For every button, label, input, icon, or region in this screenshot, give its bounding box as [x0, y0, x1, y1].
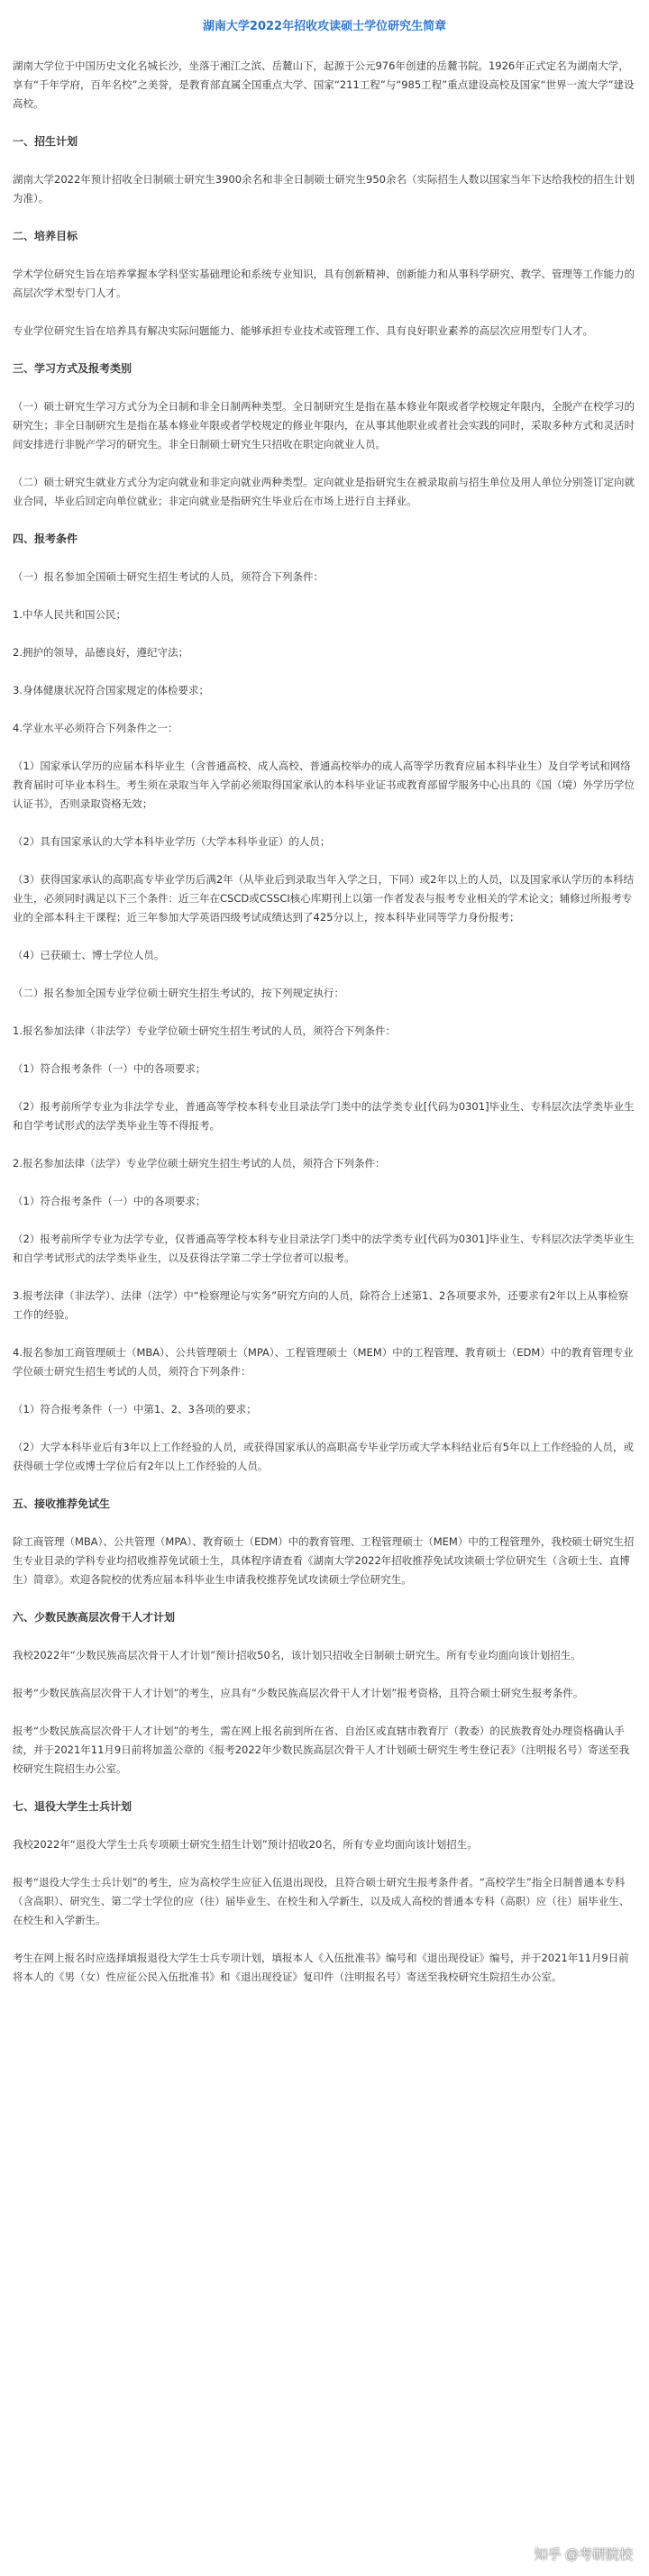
paragraph: （2）具有国家承认的大学本科毕业学历（大学本科毕业证）的人员；: [13, 835, 331, 848]
paragraph: 报考“少数民族高层次骨干人才计划”的考生，应具有“少数民族高层次骨干人才计划”报考资格，且符合硕士研究生报考条件。: [13, 1687, 584, 1699]
paragraph: 学术学位研究生旨在培养掌握本学科坚实基础理论和系统专业知识，具有创新精神、创新能力和从事科学研究、教学、管理等工作能力的高层次学术型专门人才。: [13, 268, 635, 299]
paragraph: 考生在网上报名时应选择填报退役大学生士兵专项计划，填报本人《入伍批准书》编号和《退出现役证》编号，并于2021年11月9日前将本人的《男（女）性应征公民入伍批准书》和《退出现役证》复印件（注明报名号）寄送至我校研究生院招生办公室。: [13, 1952, 629, 1983]
paragraph: 3.身体健康状况符合国家规定的体检要求；: [13, 684, 209, 696]
paragraph: 我校2022年“退役大学生士兵专项硕士研究生招生计划”预计招收20名，所有专业均面向该计划招生。: [13, 1838, 478, 1851]
paragraph: （1）符合报考条件（一）中的各项要求；: [13, 1195, 206, 1207]
paragraph: 1.中华人民共和国公民；: [13, 608, 126, 621]
paragraph: 专业学位研究生旨在培养具有解决实际问题能力、能够承担专业技术或管理工作、具有良好职业素养的高层次应用型专门人才。: [13, 324, 593, 337]
document-body: [13, 57, 636, 1987]
section-heading: 六、少数民族高层次骨干人才计划: [13, 1611, 176, 1624]
paragraph: （4）已获硕士、博士学位人员。: [13, 949, 165, 961]
paragraph: （1）国家承认学历的应届本科毕业生（含普通高校、成人高校、普通高校举办的成人高等学历教育应届本科毕业生）及自学考试和网络教育届时可毕业本科生。考生须在录取当年入学前必须取得国家承认的本科毕业证书或教育部留学服务中心出具的《国（境）外学历学位认证书》，否则录取资格无效；: [13, 760, 635, 810]
paragraph: （3）获得国家承认的高职高专毕业学历后满2年（从毕业后到录取当年入学之日，下同）或2年以上的人员，以及国家承认学历的本科结业生，必须同时满足以下三个条件：近三年在CSCD或CSSCI核心库期刊上以第一作者发表与报考专业相关的学术论文；辅修过所报考专业的全部本科主干课程；近三年参加大学英语四级考试成绩达到了425分以上，按本科毕业同等学力身份报考；: [13, 873, 634, 924]
paragraph: （一）硕士研究生学习方式分为全日制和非全日制两种类型。全日制研究生是指在基本修业年限或者学校规定年限内，全脱产在校学习的研究生；非全日制研究生是指在基本修业年限或者学校规定的修业年限内，在从事其他职业或者社会实践的同时，采取多种方式和灵活时间安排进行非脱产学习的研究生。非全日制硕士研究生只招收在职定向就业人员。: [13, 400, 635, 451]
paragraph: （2）报考前所学专业为非法学专业，普通高等学校本科专业目录法学门类中的法学类专业[代码为0301]毕业生、专科层次法学类毕业生和自学考试形式的法学类毕业生等不得报考。: [13, 1100, 635, 1132]
paragraph: 报考“少数民族高层次骨干人才计划”的考生，需在网上报名前到所在省、自治区或直辖市教育厅（教委）的民族教育处办理资格确认手续，并于2021年11月9日前将加盖公章的《报考2022年少数民族高层次骨干人才计划硕士研究生考生登记表》（注明报名号）寄送至我校研究生院招生办公室。: [13, 1725, 630, 1775]
paragraph: （一）报名参加全国硕士研究生招生考试的人员，须符合下列条件：: [13, 570, 324, 583]
watermark: 知乎 @考研院校: [534, 2547, 633, 2562]
paragraph: （2）大学本科毕业后有3年以上工作经验的人员，或获得国家承认的高职高专毕业学历或大学本科结业后有5年以上工作经验的人员，或获得硕士学位或博士学位后有2年以上工作经验的人员。: [13, 1441, 634, 1472]
paragraph: 4.学业水平必须符合下列条件之一：: [13, 722, 178, 734]
section-heading: 二、培养目标: [13, 230, 78, 242]
paragraph: 湖南大学位于中国历史文化名城长沙，坐落于湘江之滨、岳麓山下，起源于公元976年创建的岳麓书院。1926年正式定名为湖南大学，享有“千年学府，百年名校”之美誉，是教育部直属全国重点大学、国家“211工程”与“985工程”重点建设高校及国家“世界一流大学”建设高校。: [13, 59, 635, 110]
paragraph: 3.报考法律（非法学）、法律（法学）中“检察理论与实务”研究方向的人员，除符合上述第1、2各项要求外，还要求有2年以上从事检察工作的经验。: [13, 1289, 629, 1321]
page-title: 湖南大学2022年招收攻读硕士学位研究生简章: [202, 20, 447, 33]
paragraph: （1）符合报考条件（一）中的各项要求；: [13, 1062, 206, 1075]
section-heading: 一、招生计划: [13, 135, 78, 148]
section-heading: 四、报考条件: [13, 532, 78, 545]
paragraph: （二）硕士研究生就业方式分为定向就业和非定向就业两种类型。定向就业是指研究生在被录取前与招生单位及用人单位分别签订定向就业合同，毕业后回定向单位就业；非定向就业是指研究生毕业后在市场上进行自主择业。: [13, 476, 635, 507]
paragraph: 报考“退役大学生士兵计划”的考生，应为高校学生应征入伍退出现役，且符合硕士研究生报考条件者。“高校学生”指全日制普通本专科（含高职）、研究生、第二学士学位的应（往）届毕业生、在校生和入学新生，以及成人高校的普通本专科（高职）应（往）届毕业生、在校生和入学新生。: [13, 1876, 630, 1926]
paragraph: （2）报考前所学专业为法学专业，仅普通高等学校本科专业目录法学门类中的法学类专业[代码为0301]毕业生、专科层次法学类毕业生和自学考试形式的法学类毕业生，以及获得法学第二学士学位者可以报考。: [13, 1233, 635, 1264]
paragraph: 我校2022年“少数民族高层次骨干人才计划”预计招收50名，该计划只招收全日制硕士研究生。所有专业均面向该计划招生。: [13, 1649, 581, 1661]
paragraph: 4.报名参加工商管理硕士（MBA）、公共管理硕士（MPA）、工程管理硕士（MEM）中的工程管理、教育硕士（EDM）中的教育管理专业学位硕士研究生招生考试的人员，须符合下列条件：: [13, 1346, 634, 1378]
paragraph: 2.报名参加法律（法学）专业学位硕士研究生招生考试的人员，须符合下列条件：: [13, 1157, 386, 1170]
paragraph: （1）符合报考条件（一）中第1、2、3各项的要求；: [13, 1403, 257, 1415]
paragraph: 除工商管理（MBA）、公共管理（MPA）、教育硕士（EDM）中的教育管理、工程管理硕士（MEM）中的工程管理外，我校硕士研究生招生专业目录的学科专业均招收推荐免试硕士生，具体程序请查看《湖南大学2022年招收推荐免试攻读硕士学位研究生（含硕士生、直博生）简章》。欢迎各院校的优秀应届本科毕业生申请我校推荐免试攻读硕士学位研究生。: [13, 1535, 635, 1586]
section-heading: 五、接收推荐免试生: [13, 1497, 111, 1510]
section-heading: 七、退役大学生士兵计划: [13, 1800, 133, 1813]
paragraph: 1.报名参加法律（非法学）专业学位硕士研究生招生考试的人员，须符合下列条件：: [13, 1024, 396, 1037]
paragraph: 湖南大学2022年预计招收全日制硕士研究生3900余名和非全日制硕士研究生950余名（实际招生人数以国家当年下达给我校的招生计划为准）。: [13, 173, 635, 205]
section-heading: 三、学习方式及报考类别: [13, 362, 133, 375]
paragraph: 2.拥护的领导，品德良好，遵纪守法；: [13, 646, 188, 659]
paragraph: （二）报名参加全国专业学位硕士研究生招生考试的，按下列规定执行：: [13, 987, 344, 999]
